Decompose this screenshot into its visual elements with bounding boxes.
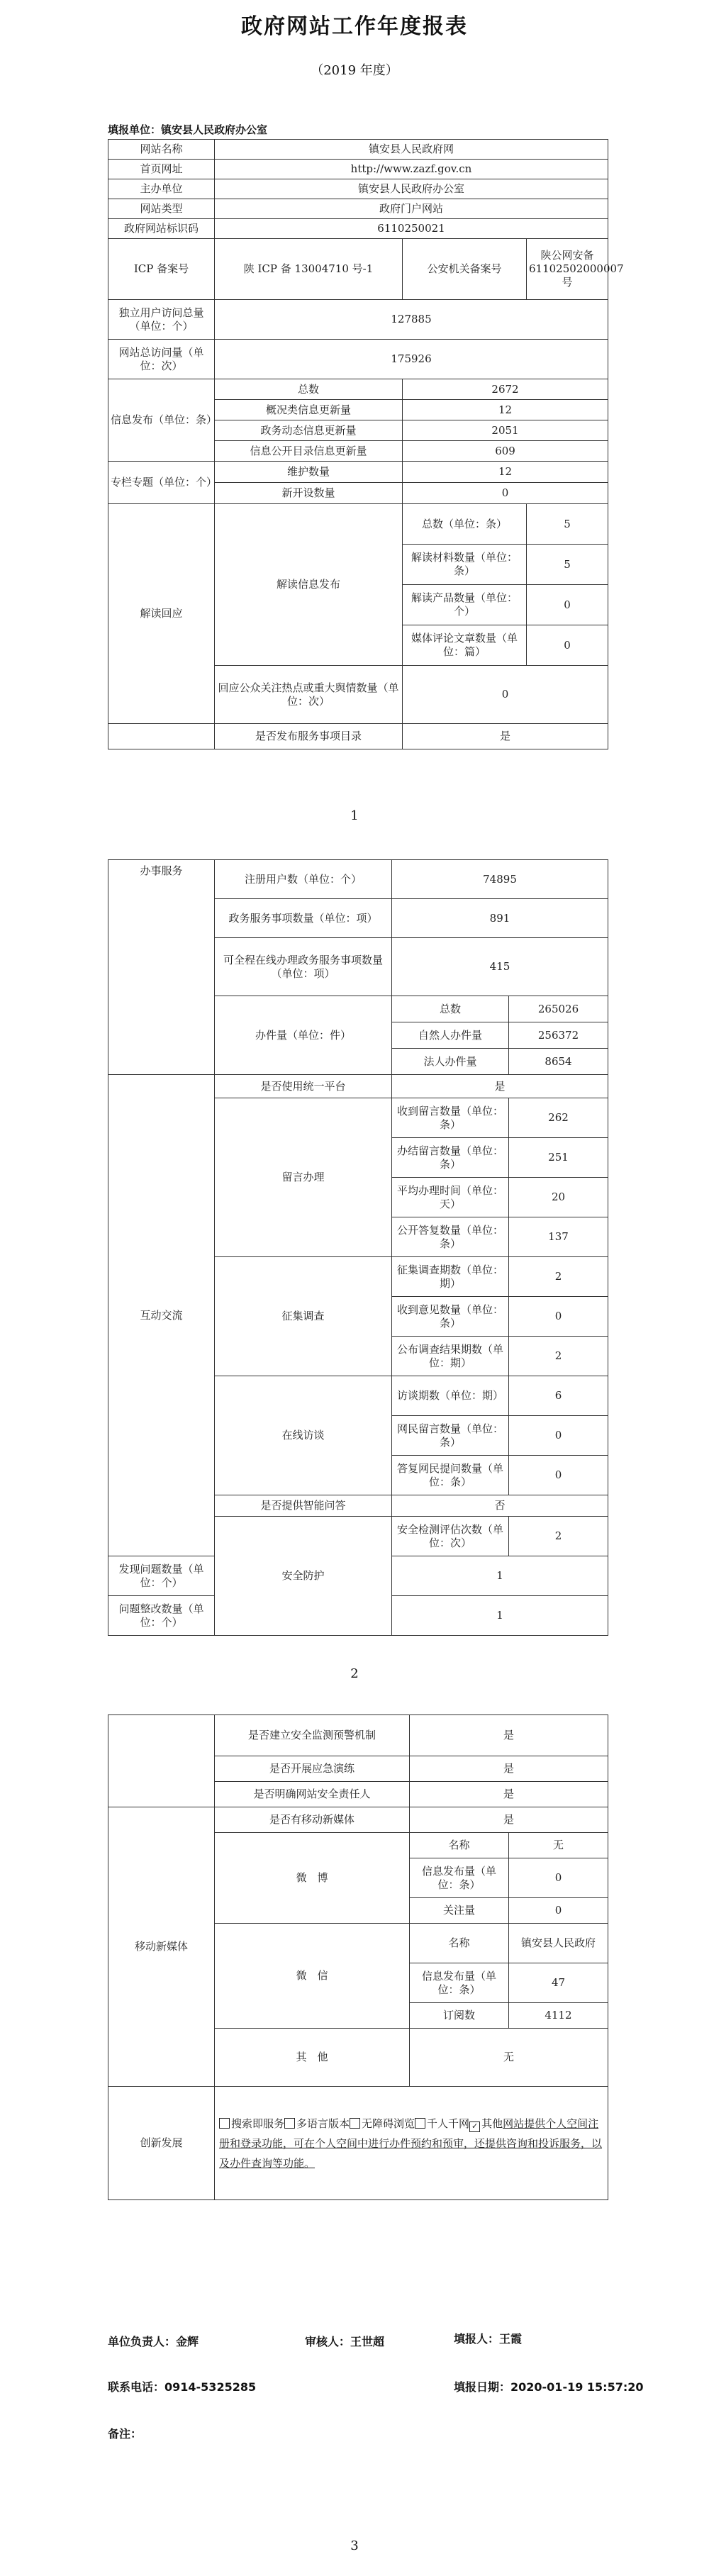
cases-total: 265026 xyxy=(509,996,608,1022)
column-section-label: 专栏专题（单位：个） xyxy=(108,462,215,504)
weibo-name-label: 名称 xyxy=(410,1833,509,1858)
interp-pub-label: 解读信息发布 xyxy=(215,504,403,666)
site-code: 6110250021 xyxy=(215,219,608,239)
sponsor: 镇安县人民政府办公室 xyxy=(215,179,608,199)
homepage-url[interactable]: http://www.zazf.gov.cn xyxy=(215,160,608,179)
info-overview-label: 概况类信息更新量 xyxy=(215,400,403,420)
svc-items-label: 政务服务事项数量（单位：项） xyxy=(215,899,392,938)
online-items-label: 可全程在线办理政务服务事项数量（单位：项） xyxy=(215,938,392,996)
checkbox-unchecked-icon[interactable] xyxy=(415,2118,425,2129)
other-media: 无 xyxy=(410,2029,608,2087)
has-mobile: 是 xyxy=(410,1807,608,1833)
unit-leader: 单位负责人：金辉 xyxy=(108,2335,199,2348)
views-value: 175926 xyxy=(215,340,608,379)
wechat-subs-label: 订阅数 xyxy=(410,2003,509,2029)
wechat-subs: 4112 xyxy=(509,2003,608,2029)
smart-qa-label: 是否提供智能问答 xyxy=(215,1495,392,1517)
contact-phone: 联系电话：0914-5325285 xyxy=(108,2380,257,2394)
svc-items: 891 xyxy=(392,899,608,938)
sec-fixed-label: 问题整改数量（单位：个） xyxy=(108,1596,215,1636)
page-number: 1 xyxy=(350,808,359,823)
column-new: 0 xyxy=(403,483,608,504)
report-year: （2019 年度） xyxy=(311,63,398,78)
msg-done-label: 办结留言数量（单位：条） xyxy=(392,1138,509,1178)
checkbox-unchecked-icon[interactable] xyxy=(219,2118,230,2129)
innovation-description: 网站提供个人空间注册和登录功能，可在个人空间中进行办件预约和预审，还提供咨询和投诉服务，以及办件查询等功能。 xyxy=(219,2117,603,2170)
interp-media-label: 媒体评论文章数量（单位：篇） xyxy=(403,625,527,666)
survey-periods: 2 xyxy=(509,1257,608,1297)
unified-label: 是否使用统一平台 xyxy=(215,1075,392,1098)
icp-label: ICP 备案号 xyxy=(108,239,215,300)
drill-label: 是否开展应急演练 xyxy=(215,1756,410,1782)
cases-legal-label: 法人办件量 xyxy=(392,1049,509,1075)
wechat-posts-label: 信息发布量（单位：条） xyxy=(410,1963,509,2003)
info-dynamic: 2051 xyxy=(403,420,608,441)
interp-total: 5 xyxy=(527,504,608,545)
interp-hot-label: 回应公众关注热点或重大舆情数量（单位：次） xyxy=(215,666,403,724)
sec-fixed: 1 xyxy=(392,1596,608,1636)
msg-recv-label: 收到留言数量（单位：条） xyxy=(392,1098,509,1138)
msg-days-label: 平均办理时间（单位：天） xyxy=(392,1178,509,1217)
site-type-label: 网站类型 xyxy=(108,199,215,219)
interp-media: 0 xyxy=(527,625,608,666)
site-type: 政府门户网站 xyxy=(215,199,608,219)
msg-done: 251 xyxy=(509,1138,608,1178)
sec-eval-label: 安全检测评估次数（单位：次） xyxy=(392,1517,509,1556)
page-number: 2 xyxy=(350,1666,359,1681)
wechat-name: 镇安县人民政府 xyxy=(509,1924,608,1963)
basic-info-table xyxy=(108,139,624,749)
interp-hot: 0 xyxy=(403,666,608,724)
unified: 是 xyxy=(392,1075,608,1098)
innov-option-other: 其他 xyxy=(481,2117,503,2130)
owner: 是 xyxy=(410,1782,608,1807)
innov-option-multilang: 多语言版本 xyxy=(296,2117,350,2130)
interp-material-label: 解读材料数量（单位：条） xyxy=(403,545,527,585)
sec-eval: 2 xyxy=(509,1517,608,1556)
reg-users-label: 注册用户数（单位：个） xyxy=(215,860,392,899)
visitors-label: 独立用户访问总量（单位：个） xyxy=(108,300,215,340)
innov-option-search: 搜索即服务 xyxy=(231,2117,285,2130)
info-section-label: 信息发布（单位：条） xyxy=(108,379,215,462)
weibo-fans-label: 关注量 xyxy=(410,1898,509,1924)
reg-users: 74895 xyxy=(392,860,608,899)
cases-total-label: 总数 xyxy=(392,996,509,1022)
homepage-label: 首页网址 xyxy=(108,160,215,179)
office-section-label: 办事服务 xyxy=(108,860,215,1075)
info-catalog: 609 xyxy=(403,441,608,462)
interview-section-label: 在线访谈 xyxy=(215,1376,392,1495)
cases-person: 256372 xyxy=(509,1022,608,1049)
fill-date: 填报日期：2020-01-19 15:57:20 xyxy=(454,2380,644,2394)
service-interaction-table xyxy=(108,859,608,1636)
weibo-posts: 0 xyxy=(509,1858,608,1898)
interview-periods-label: 访谈期数（单位：期） xyxy=(392,1376,509,1416)
interview-ans: 0 xyxy=(509,1456,608,1495)
interp-section-label: 解读回应 xyxy=(108,504,215,724)
interview-periods: 6 xyxy=(509,1376,608,1416)
innov-option-accessible: 无障碍浏览 xyxy=(362,2117,415,2130)
survey-results-label: 公布调查结果期数（单位：期） xyxy=(392,1337,509,1376)
info-catalog-label: 信息公开目录信息更新量 xyxy=(215,441,403,462)
weibo-posts-label: 信息发布量（单位：条） xyxy=(410,1858,509,1898)
interp-total-label: 总数（单位：条） xyxy=(403,504,527,545)
views-label: 网站总访问量（单位：次） xyxy=(108,340,215,379)
checkbox-unchecked-icon[interactable] xyxy=(350,2118,360,2129)
column-maint-label: 维护数量 xyxy=(215,462,403,483)
cases-person-label: 自然人办件量 xyxy=(392,1022,509,1049)
survey-results: 2 xyxy=(509,1337,608,1376)
msg-public: 137 xyxy=(509,1217,608,1257)
police-label: 公安机关备案号 xyxy=(403,239,527,300)
icp-number: 陕 ICP 备 13004710 号-1 xyxy=(215,239,403,300)
interp-material: 5 xyxy=(527,545,608,585)
monitor-label: 是否建立安全监测预警机制 xyxy=(215,1715,410,1756)
service-catalog-label: 是否发布服务事项目录 xyxy=(215,724,403,749)
sec-found-label: 发现问题数量（单位：个） xyxy=(108,1556,215,1596)
sponsor-label: 主办单位 xyxy=(108,179,215,199)
info-total-label: 总数 xyxy=(215,379,403,400)
interact-section-label: 互动交流 xyxy=(108,1075,215,1556)
column-maint: 12 xyxy=(403,462,608,483)
owner-label: 是否明确网站安全责任人 xyxy=(215,1782,410,1807)
checkbox-checked-icon[interactable]: ✓ xyxy=(469,2121,480,2132)
page-number: 3 xyxy=(350,2538,359,2553)
cases-legal: 8654 xyxy=(509,1049,608,1075)
msg-section-label: 留言办理 xyxy=(215,1098,392,1257)
msg-days: 20 xyxy=(509,1178,608,1217)
column-new-label: 新开设数量 xyxy=(215,483,403,504)
info-dynamic-label: 政务动态信息更新量 xyxy=(215,420,403,441)
police-number: 陕公网安备 61102502000007 号 xyxy=(527,239,608,300)
wechat-label: 微 信 xyxy=(215,1924,410,2029)
cases-label: 办件量（单位：件） xyxy=(215,996,392,1075)
innovation-content xyxy=(215,2087,608,2200)
report-title: 政府网站工作年度报表 xyxy=(241,14,468,39)
survey-opinions-label: 收到意见数量（单位：条） xyxy=(392,1297,509,1337)
weibo-fans: 0 xyxy=(509,1898,608,1924)
interview-qs: 0 xyxy=(509,1416,608,1456)
wechat-name-label: 名称 xyxy=(410,1924,509,1963)
site-code-label: 政府网站标识码 xyxy=(108,219,215,239)
interp-product-label: 解读产品数量（单位：个） xyxy=(403,585,527,625)
info-total: 2672 xyxy=(403,379,608,400)
survey-section-label: 征集调查 xyxy=(215,1257,392,1376)
survey-opinions: 0 xyxy=(509,1297,608,1337)
form-filler: 填报人：王霞 xyxy=(454,2332,523,2346)
other-media-label: 其 他 xyxy=(215,2029,410,2087)
sec-found: 1 xyxy=(392,1556,608,1596)
interview-qs-label: 网民留言数量（单位：条） xyxy=(392,1416,509,1456)
info-overview: 12 xyxy=(403,400,608,420)
msg-recv: 262 xyxy=(509,1098,608,1138)
security-section-label: 安全防护 xyxy=(215,1517,392,1636)
security-media-table xyxy=(108,1714,608,2200)
smart-qa: 否 xyxy=(392,1495,608,1517)
monitor: 是 xyxy=(410,1715,608,1756)
mobile-section-label: 移动新媒体 xyxy=(108,1807,215,2087)
remarks: 备注： xyxy=(108,2427,143,2441)
service-catalog: 是 xyxy=(403,724,608,749)
interp-product: 0 xyxy=(527,585,608,625)
wechat-posts: 47 xyxy=(509,1963,608,2003)
filler-unit: 填报单位：镇安县人民政府办公室 xyxy=(108,123,268,136)
reviewer: 审核人：王世超 xyxy=(305,2335,385,2348)
msg-public-label: 公开答复数量（单位：条） xyxy=(392,1217,509,1257)
weibo-name: 无 xyxy=(509,1833,608,1858)
drill: 是 xyxy=(410,1756,608,1782)
weibo-label: 微 博 xyxy=(215,1833,410,1924)
has-mobile-label: 是否有移动新媒体 xyxy=(215,1807,410,1833)
site-name-label: 网站名称 xyxy=(108,140,215,160)
innov-option-personal: 千人千网 xyxy=(427,2117,470,2130)
interview-ans-label: 答复网民提问数量（单位：条） xyxy=(392,1456,509,1495)
checkbox-unchecked-icon[interactable] xyxy=(284,2118,295,2129)
survey-periods-label: 征集调查期数（单位：期） xyxy=(392,1257,509,1297)
online-items: 415 xyxy=(392,938,608,996)
site-name: 镇安县人民政府网 xyxy=(215,140,608,160)
visitors-value: 127885 xyxy=(215,300,608,340)
innovation-section-label: 创新发展 xyxy=(108,2087,215,2200)
